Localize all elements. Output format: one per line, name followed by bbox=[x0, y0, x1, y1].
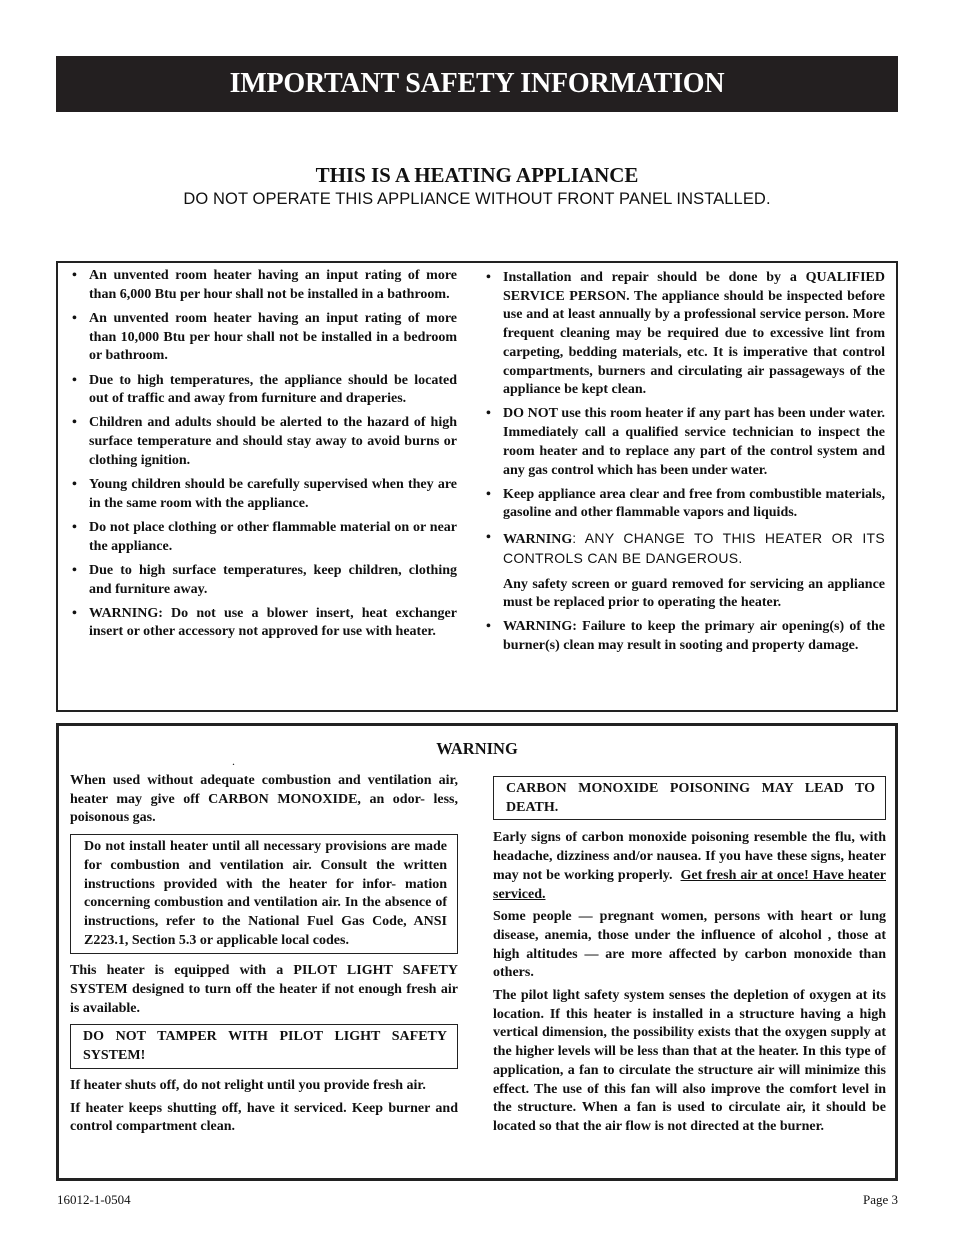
header-banner bbox=[56, 56, 898, 112]
heating-title: THIS IS A HEATING APPLIANCE bbox=[315, 163, 639, 187]
list-item: • WARNING: Do not use a blower insert, heat exchanger insert or other accessory not approved for use with heater. bbox=[72, 605, 457, 640]
warning-text: : ANY CHANGE TO THIS HEATER OR ITS CONTROLS CAN BE DANGEROUS. bbox=[503, 529, 885, 567]
list-item: • WARNING: ANY CHANGE TO THIS HEATER OR ITS CONTROLS CAN BE DANGEROUS. bbox=[486, 529, 885, 567]
list-item: • WARNING: Failure to keep the primary air opening(s) of the burner(s) clean may result in sooting and property damage. bbox=[486, 619, 885, 654]
pilot-text: This heater is equipped with a PILOT LIGHT SAFETY SYSTEM designed to turn off the heater if not enough fresh air is available. bbox=[70, 963, 458, 1016]
warning-left-column bbox=[70, 772, 458, 1141]
list-item: • Installation and repair should be done by a QUALIFIED SERVICE PERSON. The appliance should be inspected before use and at least annually by a professional service person. More frequent cleaning may be required due to excessive lint from carpeting, bedding materials, etc. It is imperative that control compartments, burners and circulating air passageways of the appliance be kept clean. bbox=[486, 270, 885, 398]
tamper-box: DO NOT TAMPER WITH PILOT LIGHT SAFETY SYSTEM! bbox=[70, 1024, 458, 1068]
some-people: Some people — pregnant women, persons with heart or lung disease, anemia, those under the influence of alcohol , those at high altitudes — are more affected by carbon monoxide than others. bbox=[493, 909, 886, 981]
safety-left-column bbox=[70, 267, 457, 648]
shuts-off-text: If heater shuts off, do not relight until you provide fresh air. bbox=[70, 1077, 426, 1093]
co-intro: When used without adequate combustion and ventilation air, heater may give off CARBON MONOXIDE, an odor- less, poisonous gas. bbox=[70, 773, 458, 826]
co-death-box: CARBON MONOXIDE POISONING MAY LEAD TO DEATH. bbox=[493, 776, 886, 820]
screen-note: Any safety screen or guard removed for servicing an appliance must be replaced prior to operating the heater. bbox=[503, 576, 885, 611]
page-title: IMPORTANT SAFETY INFORMATION bbox=[229, 68, 725, 99]
list-item: • Young children should be carefully supervised when they are in the same room with the appliance. bbox=[72, 477, 457, 511]
warning-title: WARNING bbox=[436, 739, 518, 758]
list-item: • Keep appliance area clear and free from combustible materials, gasoline and other flammable vapors and liquids. bbox=[486, 486, 885, 521]
co-warning-box bbox=[56, 723, 898, 1181]
list-item: • Do not place clothing or other flammable material on or near the appliance. bbox=[72, 519, 457, 554]
heating-subtitle: DO NOT OPERATE THIS APPLIANCE WITHOUT FRONT PANEL INSTALLED. bbox=[183, 190, 771, 208]
keeps-shutting-text: If heater keeps shutting off, have it serviced. Keep burner and control compartment clean. bbox=[70, 1100, 458, 1135]
list-item: • An unvented room heater having an input rating of more than 10,000 Btu per hour shall not be installed in a bedroom or bathroom. bbox=[72, 310, 457, 364]
list-item: • DO NOT use this room heater if any part has been under water. Immediately call a qualified service technician to inspect the room heater and to replace any part of the control system and any gas control which has been under water. bbox=[486, 406, 885, 478]
list-item: • Due to high surface temperatures, keep children, clothing and furniture away. bbox=[72, 562, 457, 597]
stray-dot: . bbox=[232, 754, 235, 768]
early-signs: Early signs of carbon monoxide poisoning resemble the flu, with headache, dizziness and/or nausea. If you have these signs, heater may not be working properly. Get fresh air at once! Have heater serviced. bbox=[493, 830, 886, 902]
list-item: • Children and adults should be alerted to the hazard of high surface temperature and should stay away to avoid burns or clothing ignition. bbox=[72, 415, 457, 468]
warning-right-column bbox=[493, 776, 886, 1141]
warning-label: WARNING bbox=[503, 531, 573, 547]
pilot-system: The pilot light safety system senses the depletion of oxygen at its location. If this heater is installed in a structure having a high vertical dimension, the possibility exists that the oxygen supply at the higher levels will be less than that at the heater. In this type of application, a fan to circulate the structure air will minimize this effect. The use of this fan will also improve the comfort level in the structure. When a fan is used to circulate air, it should be located so that the air flow is not directed at the burner. bbox=[493, 988, 886, 1134]
install-box: Do not install heater until all necessary provisions are made for combustion and ventilation air. Consult the written instructions provided with the heater for infor- mation concerning combustion and ventilation air. In the absence of instructions, refer to the National Fuel Gas Code, ANSI Z223.1, Section 5.3 or applicable local codes. bbox=[70, 834, 458, 954]
list-item: • Due to high temperatures, the appliance should be located out of traffic and away from furniture and draperies. bbox=[72, 372, 457, 407]
safety-right-column bbox=[484, 269, 885, 661]
safety-box bbox=[56, 261, 898, 712]
list-item: • An unvented room heater having an input rating of more than 6,000 Btu per hour shall not be installed in a bathroom. bbox=[72, 268, 457, 302]
page-number: Page 3 bbox=[862, 1192, 898, 1207]
early-signs-action: Get fresh air at once! Have heater serviced. bbox=[493, 867, 886, 902]
doc-number: 16012-1-0504 bbox=[57, 1192, 131, 1207]
